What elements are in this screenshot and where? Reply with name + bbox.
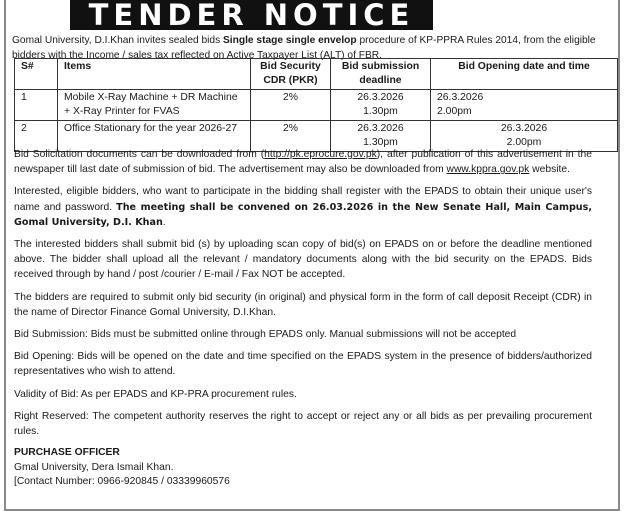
cell-sn: 1 <box>15 90 58 121</box>
signature-title: PURCHASE OFFICER <box>14 447 120 459</box>
paragraph-bid-opening: Bid Opening: Bids will be opened on the date and time specified on the EPADS system in the presence of bidders/authorized representatives who wish to attend. <box>14 351 592 378</box>
tender-table <box>14 58 618 152</box>
header-opening: Bid Opening date and time <box>431 59 618 90</box>
cell-item: Mobile X-Ray Machine + DR Machine + X-Ray Printer for FVAS <box>58 90 251 121</box>
deadline-date: 26.3.2026 <box>357 123 404 134</box>
intro-after: procedure of KP-PPRA Rules 2014, from the eligible bidders with the Income / sales tax reflected on Active Taxpayer List (ALT) of FBR. <box>12 35 596 61</box>
meeting-info: The meeting shall be convened on 26.03.2026 in the New Senate Hall, Main Campus, Gomal University, D.I. Khan <box>14 201 592 228</box>
paragraph-solicitation <box>14 147 592 177</box>
header-security: Bid Security CDR (PKR) <box>251 59 331 90</box>
p2-text: Interested, eligible bidders, who want to participate in the bidding shall register with the EPADS to obtain their unique user's name and password. <box>14 186 592 213</box>
table-row <box>15 90 618 121</box>
p1-text-3: website. <box>529 164 570 176</box>
deadline-time: 1.30pm <box>363 137 398 148</box>
deadline-date: 26.3.2026 <box>357 92 404 103</box>
kppra-link[interactable]: www.kppra.gov.pk <box>446 164 530 176</box>
notice-body <box>14 147 592 490</box>
cell-deadline <box>331 90 431 121</box>
table-header-row <box>15 59 618 90</box>
paragraph-registration <box>14 184 592 230</box>
p2-end: . <box>162 216 166 228</box>
paragraph-bid-submission: Bid Submission: Bids must be submitted online through EPADS only. Manual submissions will not be accepted <box>14 329 517 341</box>
header-items: Items <box>58 59 251 90</box>
p1-text: Bid Solicitation documents can be downloaded from ( <box>14 149 265 160</box>
cell-opening <box>431 90 618 121</box>
deadline-time: 1.30pm <box>363 106 398 117</box>
paragraph-submission: The interested bidders shall submit bid (s) by uploading scan copy of bid(s) on EPADS on or before the deadline mentioned above. The bidder shall upload all the relevant / mandatory documents along with the bid security on the EPADS. Bids received through by hand / post /courier / E-mail / Fax NOT be accepted. <box>14 239 592 281</box>
paragraph-bid-security: The bidders are required to submit only bid security (in original) and physical form in the form of call deposit Receipt (CDR) in the name of Director Finance Gomal University, D.I.Khan. <box>14 291 592 318</box>
intro-before: Gomal University, D.I.Khan invites sealed bids <box>12 35 224 46</box>
opening-date: 26.3.2026 <box>500 123 548 134</box>
cell-item: Office Stationary for the year 2026-27 <box>58 121 251 152</box>
intro-bold: Single stage single envelop <box>223 35 357 46</box>
opening-time: 2.00pm <box>437 106 472 117</box>
paragraph-validity: Validity of Bid: As per EPADS and KP-PRA procurement rules. <box>14 388 297 400</box>
header-deadline: Bid submission deadline <box>331 59 431 90</box>
header-sn: S# <box>15 59 58 90</box>
signature-contact: [Contact Number: 0966-920845 / 03339960576 <box>14 476 230 488</box>
cell-security: 2% <box>251 121 331 152</box>
opening-time: 2.00pm <box>506 137 542 148</box>
signature-block <box>14 446 592 490</box>
page-title: TENDER NOTICE <box>70 0 433 30</box>
opening-date: 26.3.2026 <box>437 92 484 103</box>
paragraph-right-reserved: Right Reserved: The competent authority reserves the right to accept or reject any or all bids as per prevailing procurement rules. <box>14 410 592 438</box>
cell-security: 2% <box>251 90 331 121</box>
eprocure-link[interactable]: http://pk.eprocure.gov.pk <box>264 149 377 160</box>
signature-org: Gmal University, Dera Ismail Khan. <box>14 461 174 473</box>
p1-text-2: ), after publication of this advertisement in the newspaper till last date of submission of bid. The advertisement may also be downloaded from <box>14 149 592 176</box>
cell-sn: 2 <box>15 121 58 152</box>
